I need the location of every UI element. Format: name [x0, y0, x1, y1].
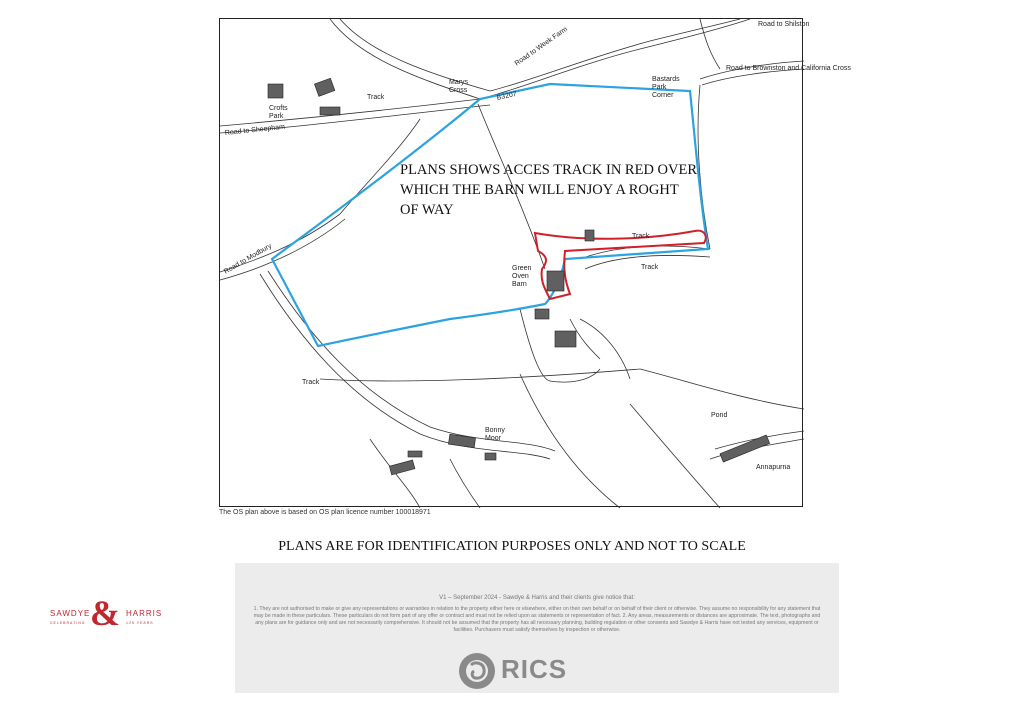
label-green-oven-barn: Green Oven Barn	[512, 265, 532, 288]
building	[485, 453, 496, 460]
building	[320, 107, 340, 115]
logo-ampersand: &	[90, 593, 120, 633]
label-annapurna: Annapurna	[756, 464, 791, 471]
label-b3207: B3207	[496, 90, 518, 102]
green-oven-barn-building	[547, 271, 564, 291]
building	[555, 331, 576, 347]
footer-version-line: V1 – September 2024 - Sawdye & Harris and their clients give notice that:	[439, 595, 635, 601]
rics-text: RICS	[501, 654, 568, 684]
site-plan-map	[219, 18, 851, 507]
label-track-right: Track	[641, 264, 659, 271]
licence-note: The OS plan above is based on OS plan licence number 100018971	[219, 509, 431, 516]
building	[268, 84, 283, 98]
label-road-to-sheepham: Road to Sheepham	[224, 123, 286, 137]
building	[314, 78, 334, 96]
label-road-to-modbury: Road to Modbury	[223, 242, 274, 276]
label-crofts-park: Crofts Park	[269, 105, 288, 120]
label-marys-cross: Marys Cross	[449, 79, 469, 94]
building	[535, 309, 549, 319]
logo-sub-left: CELEBRATING	[50, 621, 86, 625]
logo-left-text: SAWDYE	[50, 609, 91, 618]
logo-right-text: HARRIS	[126, 609, 163, 618]
annapurna-building	[720, 435, 770, 462]
footer-disclaimer: 1. They are not authorised to make or give any representations or warranties in relation to the property either here or elsewhere, either on their own behalf or on behalf of their client or otherwise. They assume no responsibility for any statement that may be made in these particulars. These particulars do not form part of any offer or contract and must not be relied upon as statements or representation of fact. 2. Any areas, measurements or distances are approximate. The text, photographs and any plans are for guidance only and are not necessarily comprehensive. It should not be assumed that the property has all necessary planning, building regulation or other consents and Sawdye & Harris have not tested any services, equipment or facilities. Purchasers must satisfy themselves by inspection or otherwise.	[253, 606, 821, 633]
footer-notice-box	[235, 563, 839, 693]
sawdye-harris-logo	[46, 593, 163, 633]
building	[448, 434, 475, 448]
label-track-lower: Track	[302, 379, 320, 386]
access-track-note: PLANS SHOWS ACCES TRACK IN RED OVER WHICH THE BARN WILL ENJOY A ROGHT OF WAY	[400, 162, 698, 218]
label-pond: Pond	[711, 412, 728, 419]
label-track-red: Track	[632, 233, 650, 240]
label-track-top: Track	[367, 94, 385, 101]
rics-logo	[457, 651, 577, 691]
rics-lion-icon	[457, 651, 497, 691]
label-road-to-brownston: Road to Brownston and California Cross	[726, 65, 851, 72]
building	[389, 460, 415, 475]
building	[408, 451, 422, 457]
logo-sub-right: 125 YEARS	[126, 621, 154, 625]
label-road-to-shilston: Road to Shilston	[758, 21, 810, 28]
label-bonny-moor: Bonny Moor	[485, 427, 505, 442]
not-to-scale-notice: PLANS ARE FOR IDENTIFICATION PURPOSES ONLY AND NOT TO SCALE	[278, 539, 746, 554]
label-road-to-week-farm: Road to Week Farm	[513, 25, 569, 68]
building	[585, 230, 594, 241]
label-bastards-park-corner: Bastards Park Corner	[652, 76, 680, 99]
